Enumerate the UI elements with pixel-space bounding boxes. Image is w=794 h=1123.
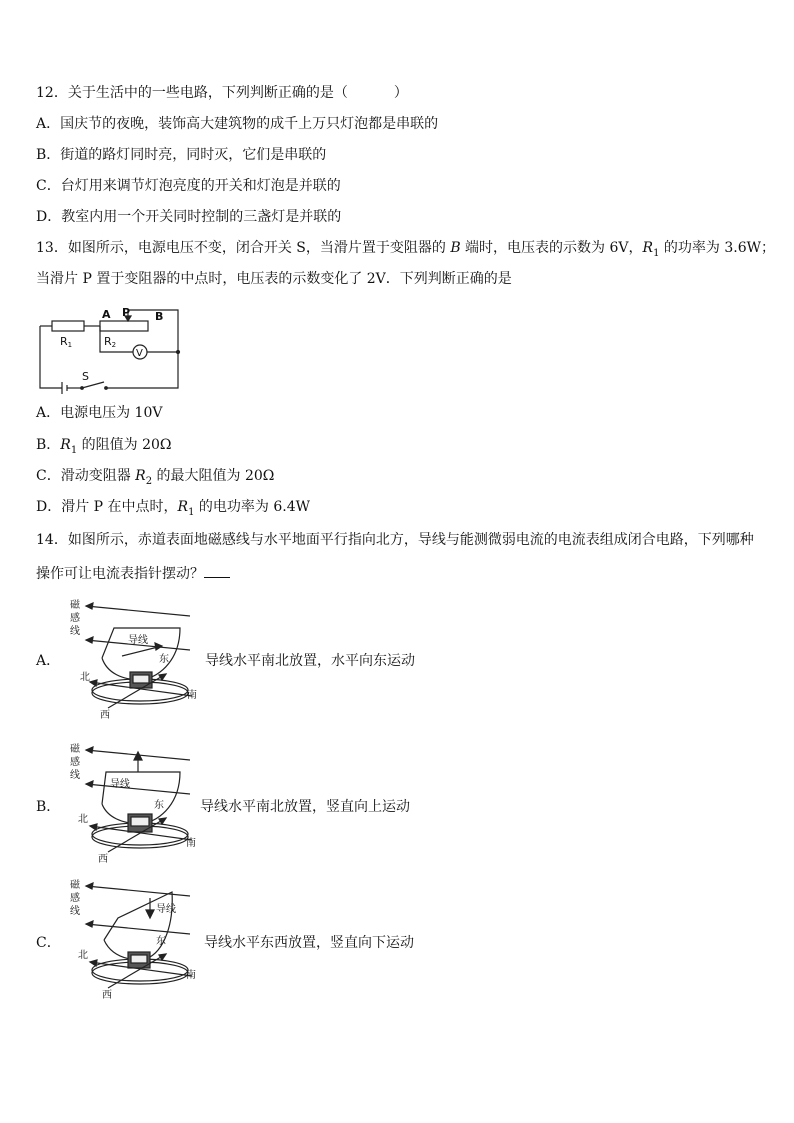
q12-option-d: D．教室内用一个开关同时控制的三盏灯是并联的 [36,209,342,225]
svg-text:南: 南 [186,838,196,849]
r1-label: R1 [60,335,73,349]
svg-text:西: 西 [100,710,110,721]
q13-option-c: C．滑动变阻器 $R_2$ 的最大阻值为 20Ω [36,468,275,487]
q14-figure-a [62,598,202,726]
q13-stem-line1: 13．如图所示，电源电压不变，闭合开关 S，当滑片置于变阻器的 B 端时，电压表的示数为 6V，$R_1$ 的功率为 3.6W； [36,240,776,259]
q13-option-b: B．$R_1$ 的阻值为 20Ω [36,437,172,456]
q14-option-a-text: 导线水平南北放置，水平向东运动 [205,653,415,669]
q14-option-b-text: 导线水平南北放置，竖直向上运动 [200,799,410,815]
svg-text:南: 南 [187,690,197,701]
svg-text:磁: 磁 [70,744,80,755]
svg-text:磁: 磁 [70,880,80,891]
q12-option-c: C．台灯用来调节灯泡亮度的开关和灯泡是并联的 [36,178,341,194]
q13-stem-line2: 当滑片 P 置于变阻器的中点时，电压表的示数变化了 2V．下列判断正确的是 [36,271,512,287]
q12-option-b: B．街道的路灯同时亮，同时灭，它们是串联的 [36,147,327,163]
switch-label: S [82,370,89,383]
q14-option-c-label: C． [36,935,61,951]
svg-text:北: 北 [80,672,90,683]
q13-circuit-diagram [30,300,190,400]
q13-option-d: D．滑片 P 在中点时，$R_1$ 的电功率为 6.4W [36,499,311,518]
svg-text:感: 感 [70,757,80,768]
q13-option-a: A．电源电压为 10V [36,405,163,421]
voltmeter-label: V [136,348,143,359]
svg-text:感: 感 [70,893,80,904]
q14-option-b-label: B． [36,799,61,815]
svg-text:南: 南 [186,970,196,981]
svg-text:导线: 导线 [110,779,130,790]
svg-text:东: 东 [156,936,166,947]
svg-text:线: 线 [70,626,80,637]
svg-text:磁: 磁 [70,600,80,611]
q14-stem-line1: 14．如图所示，赤道表面地磁感线与水平地面平行指向北方，导线与能测微弱电流的电流表组成闭合电路，下列哪种 [36,532,754,548]
q12-option-a: A．国庆节的夜晚，装饰高大建筑物的成千上万只灯泡都是串联的 [36,116,439,132]
q14-stem-line2: 操作可让电流表指针摆动？ [36,563,230,584]
svg-text:线: 线 [70,770,80,781]
svg-text:线: 线 [70,906,80,917]
label-a: A [102,308,111,321]
q12-stem: 12．关于生活中的一些电路，下列判断正确的是（ ） [36,85,408,101]
svg-text:东: 东 [159,654,169,665]
svg-text:北: 北 [78,814,88,825]
q14-figure-b [62,742,202,870]
q14-option-c-text: 导线水平东西放置，竖直向下运动 [204,935,414,951]
svg-text:东: 东 [154,800,164,811]
q14-option-a-label: A． [36,653,61,669]
svg-text:导线: 导线 [128,635,148,646]
q14-figure-c [62,878,202,1006]
svg-text:北: 北 [78,950,88,961]
label-p: P [122,306,131,319]
svg-text:感: 感 [70,613,80,624]
svg-text:导线: 导线 [156,904,176,915]
label-b: B [155,310,164,323]
svg-text:西: 西 [102,990,112,1001]
svg-text:西: 西 [98,854,108,865]
r2-label: R2 [104,335,117,349]
